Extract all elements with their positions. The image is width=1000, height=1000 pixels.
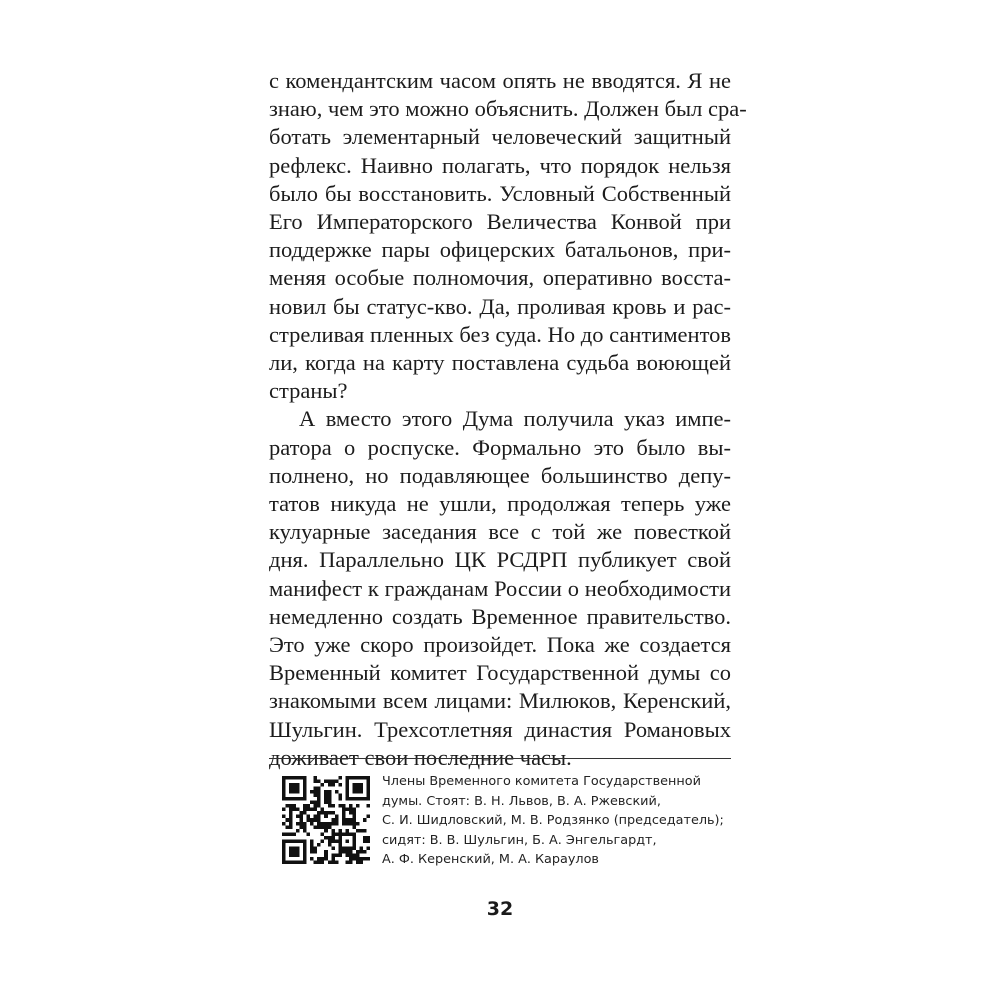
qr-module	[338, 797, 342, 801]
qr-module	[324, 850, 328, 854]
qr-module	[296, 822, 300, 826]
qr-module	[314, 846, 318, 850]
qr-module	[314, 780, 318, 784]
body-line: страны?	[269, 378, 348, 404]
qr-finder-center	[289, 846, 300, 857]
qr-module	[310, 843, 314, 847]
qr-module	[317, 843, 321, 847]
qr-module	[317, 797, 321, 801]
qr-module	[335, 839, 339, 843]
body-line: манифест к гражданам России о необходимости	[269, 575, 731, 601]
qr-module	[363, 839, 367, 843]
qr-module	[338, 804, 342, 808]
qr-module	[352, 818, 356, 822]
qr-module	[314, 860, 318, 864]
body-line: А вместо этого Дума получила указ импе-	[299, 406, 731, 432]
qr-module	[359, 829, 363, 833]
qr-module	[328, 794, 332, 798]
qr-module	[296, 829, 300, 833]
qr-module	[303, 808, 307, 812]
qr-module	[328, 825, 332, 829]
qr-module	[345, 818, 349, 822]
qr-module	[303, 825, 307, 829]
qr-module	[317, 780, 321, 784]
qr-module	[349, 850, 353, 854]
caption-line: С. И. Шидловский, М. В. Родзянко (председатель);	[382, 813, 724, 829]
body-line: новил бы статус-кво. Да, проливая кровь и рас-	[269, 293, 731, 319]
qr-module	[303, 804, 307, 808]
qr-module	[338, 794, 342, 798]
qr-module	[328, 860, 332, 864]
qr-module	[331, 822, 335, 826]
footnote-divider	[269, 758, 731, 759]
body-line: дня. Параллельно ЦК РСДРП публикует свой	[269, 547, 731, 573]
qr-module	[366, 836, 370, 840]
qr-module	[335, 832, 339, 836]
qr-module	[314, 776, 318, 780]
qr-module	[356, 860, 360, 864]
qr-module	[317, 787, 321, 791]
qr-module	[317, 857, 321, 861]
qr-module	[349, 853, 353, 857]
qr-module	[349, 857, 353, 861]
qr-module	[349, 804, 353, 808]
qr-align-center	[345, 839, 349, 843]
qr-module	[363, 850, 367, 854]
qr-module	[342, 808, 346, 812]
qr-module	[335, 822, 339, 826]
qr-module	[338, 783, 342, 787]
qr-module	[303, 822, 307, 826]
qr-module	[345, 808, 349, 812]
qr-module	[328, 804, 332, 808]
qr-module	[342, 811, 346, 815]
qr-module	[324, 780, 328, 784]
body-line: ли, когда на карту поставлена судьба воюющей	[269, 350, 731, 376]
qr-module	[331, 832, 335, 836]
photo-caption	[382, 772, 734, 870]
qr-module	[310, 790, 314, 794]
body-line: Шульгин. Трехсотлетняя династия Романовых	[269, 716, 731, 742]
qr-module	[328, 843, 332, 847]
qr-module	[282, 808, 286, 812]
qr-module	[356, 857, 360, 861]
qr-module	[356, 853, 360, 857]
qr-module	[282, 815, 286, 819]
qr-module	[359, 860, 363, 864]
qr-module	[366, 857, 370, 861]
qr-module	[314, 794, 318, 798]
qr-module	[356, 804, 360, 808]
body-line: ботать элементарный человеческий защитный	[269, 124, 731, 150]
qr-module	[328, 822, 332, 826]
qr-module	[324, 857, 328, 861]
qr-module	[338, 829, 342, 833]
caption-line: Члены Временного комитета Государственной	[382, 774, 701, 789]
qr-module	[328, 780, 332, 784]
qr-module	[321, 822, 325, 826]
body-line: Это уже скоро произойдет. Пока же создается	[269, 632, 731, 658]
qr-module	[324, 797, 328, 801]
body-line: кулуарные заседания все с той же повесткой	[269, 519, 731, 545]
qr-module	[317, 860, 321, 864]
qr-module	[293, 832, 297, 836]
qr-module	[321, 808, 325, 812]
qr-module	[314, 850, 318, 854]
qr-module	[338, 850, 342, 854]
page-number: 32	[486, 898, 514, 920]
body-line: ратора о роспуске. Формально это было вы-	[269, 434, 731, 460]
body-line: полнено, но подавляющее большинство депу-	[269, 462, 731, 488]
qr-module	[310, 822, 314, 826]
qr-module	[317, 811, 321, 815]
qr-module	[345, 822, 349, 826]
qr-module	[352, 808, 356, 812]
qr-module	[324, 822, 328, 826]
qr-module	[324, 794, 328, 798]
qr-module	[314, 815, 318, 819]
qr-module	[321, 783, 325, 787]
qr-module	[342, 822, 346, 826]
body-line: меняя особые полномочия, оперативно восста-	[269, 265, 731, 291]
qr-module	[352, 815, 356, 819]
qr-module	[324, 790, 328, 794]
qr-module	[321, 832, 325, 836]
qr-module	[331, 836, 335, 840]
qr-module	[300, 815, 304, 819]
body-line: Временный комитет Государственной думы со	[269, 660, 731, 686]
qr-module	[317, 801, 321, 805]
qr-module	[317, 790, 321, 794]
qr-module	[363, 818, 367, 822]
qr-module	[300, 818, 304, 822]
qr-module	[349, 822, 353, 826]
qr-module	[331, 829, 335, 833]
qr-module	[331, 857, 335, 861]
qr-module	[359, 857, 363, 861]
qr-module	[303, 829, 307, 833]
qr-module	[317, 825, 321, 829]
qr-module	[317, 794, 321, 798]
qr-module	[286, 832, 290, 836]
qr-module	[342, 804, 346, 808]
qr-module	[310, 846, 314, 850]
qr-module	[366, 804, 370, 808]
qr-module	[293, 808, 297, 812]
qr-module	[317, 822, 321, 826]
qr-module	[349, 808, 353, 812]
qr-code-icon[interactable]	[282, 776, 370, 864]
body-line: с комендантским часом опять не вводятся. Я не	[269, 68, 731, 93]
qr-module	[356, 850, 360, 854]
qr-module	[331, 783, 335, 787]
qr-module	[366, 839, 370, 843]
qr-module	[324, 836, 328, 840]
qr-module	[352, 825, 356, 829]
qr-module	[335, 853, 339, 857]
qr-module	[331, 846, 335, 850]
qr-module	[366, 815, 370, 819]
qr-module	[307, 808, 311, 812]
body-text	[269, 67, 747, 772]
body-line: доживает свои последние часы.	[269, 744, 572, 770]
qr-module	[352, 853, 356, 857]
qr-module	[307, 804, 311, 808]
qr-module	[307, 815, 311, 819]
qr-module	[335, 818, 339, 822]
qr-module	[310, 801, 314, 805]
qr-module	[331, 818, 335, 822]
qr-module	[307, 818, 311, 822]
qr-module	[321, 860, 325, 864]
qr-module	[331, 839, 335, 843]
qr-module	[289, 818, 293, 822]
qr-module	[324, 829, 328, 833]
qr-module	[289, 811, 293, 815]
qr-module	[303, 811, 307, 815]
qr-module	[317, 818, 321, 822]
body-line: немедленно создать Временное правительство.	[269, 603, 731, 629]
qr-module	[328, 811, 332, 815]
qr-module	[356, 822, 360, 826]
qr-module	[296, 808, 300, 812]
body-line: было бы восстановить. Условный Собственный	[269, 180, 731, 206]
body-line: знаю, чем это можно объяснить. Должен был сра-	[269, 96, 747, 122]
qr-module	[363, 829, 367, 833]
qr-module	[328, 839, 332, 843]
body-line: рефлекс. Наивно полагать, что порядок нельзя	[269, 152, 731, 178]
qr-module	[359, 850, 363, 854]
qr-module	[321, 811, 325, 815]
qr-module	[300, 825, 304, 829]
qr-module	[310, 839, 314, 843]
qr-module	[345, 850, 349, 854]
body-line: знакомыми всем лицами: Милюков, Керенский,	[269, 688, 731, 714]
qr-module	[321, 839, 325, 843]
caption-line: думы. Стоят: В. Н. Львов, В. А. Ржевский,	[382, 793, 661, 809]
qr-module	[356, 829, 360, 833]
qr-module	[335, 780, 339, 784]
qr-module	[289, 825, 293, 829]
qr-module	[324, 815, 328, 819]
qr-module	[331, 780, 335, 784]
qr-module	[324, 825, 328, 829]
body-line: татов никуда не ушли, продолжая теперь уже	[269, 491, 731, 517]
qr-module	[328, 801, 332, 805]
qr-module	[310, 818, 314, 822]
body-line: Его Императорского Величества Конвой при	[269, 209, 731, 235]
qr-module	[314, 818, 318, 822]
qr-module	[342, 818, 346, 822]
qr-module	[282, 822, 286, 826]
qr-module	[314, 825, 318, 829]
qr-module	[338, 853, 342, 857]
qr-module	[363, 857, 367, 861]
qr-module	[359, 846, 363, 850]
body-line: поддержке пары офицерских батальонов, при-	[269, 237, 731, 263]
qr-module	[352, 811, 356, 815]
qr-module	[296, 815, 300, 819]
qr-module	[352, 822, 356, 826]
body-line: стреливая пленных без суда. Но до сантиментов	[269, 321, 731, 347]
qr-module	[286, 825, 290, 829]
qr-module	[293, 804, 297, 808]
qr-module	[289, 804, 293, 808]
qr-finder-center	[352, 783, 363, 794]
qr-module	[328, 790, 332, 794]
qr-module	[321, 857, 325, 861]
qr-module	[324, 801, 328, 805]
qr-module	[349, 860, 353, 864]
qr-module	[331, 804, 335, 808]
qr-module	[345, 853, 349, 857]
qr-module	[317, 804, 321, 808]
qr-module	[286, 818, 290, 822]
qr-module	[282, 832, 286, 836]
qr-module	[289, 822, 293, 826]
qr-module	[328, 783, 332, 787]
qr-finder-center	[289, 783, 300, 794]
qr-module	[324, 811, 328, 815]
qr-module	[289, 832, 293, 836]
qr-module	[286, 804, 290, 808]
qr-module	[317, 815, 321, 819]
qr-module	[352, 857, 356, 861]
qr-module	[310, 850, 314, 854]
qr-module	[314, 808, 318, 812]
qr-module	[338, 776, 342, 780]
qr-module	[328, 797, 332, 801]
qr-module	[328, 836, 332, 840]
qr-module	[331, 860, 335, 864]
qr-module	[324, 853, 328, 857]
qr-module	[289, 808, 293, 812]
qr-module	[349, 818, 353, 822]
qr-module	[300, 822, 304, 826]
caption-line: А. Ф. Керенский, М. А. Караулов	[382, 852, 599, 868]
qr-module	[335, 790, 339, 794]
qr-module	[345, 829, 349, 833]
qr-module	[314, 790, 318, 794]
qr-module	[335, 860, 339, 864]
qr-module	[289, 815, 293, 819]
qr-module	[314, 804, 318, 808]
qr-module	[314, 787, 318, 791]
qr-module	[314, 801, 318, 805]
qr-module	[321, 825, 325, 829]
qr-module	[307, 832, 311, 836]
qr-module	[345, 860, 349, 864]
qr-module	[310, 808, 314, 812]
qr-module	[363, 836, 367, 840]
qr-module	[310, 857, 314, 861]
qr-module	[300, 811, 304, 815]
caption-line: сидят: В. В. Шульгин, Б. А. Энгельгардт,	[382, 832, 657, 848]
qr-module	[342, 815, 346, 819]
qr-module	[331, 811, 335, 815]
qr-module	[335, 815, 339, 819]
qr-module	[349, 811, 353, 815]
qr-module	[331, 853, 335, 857]
qr-module	[342, 850, 346, 854]
qr-module	[366, 846, 370, 850]
